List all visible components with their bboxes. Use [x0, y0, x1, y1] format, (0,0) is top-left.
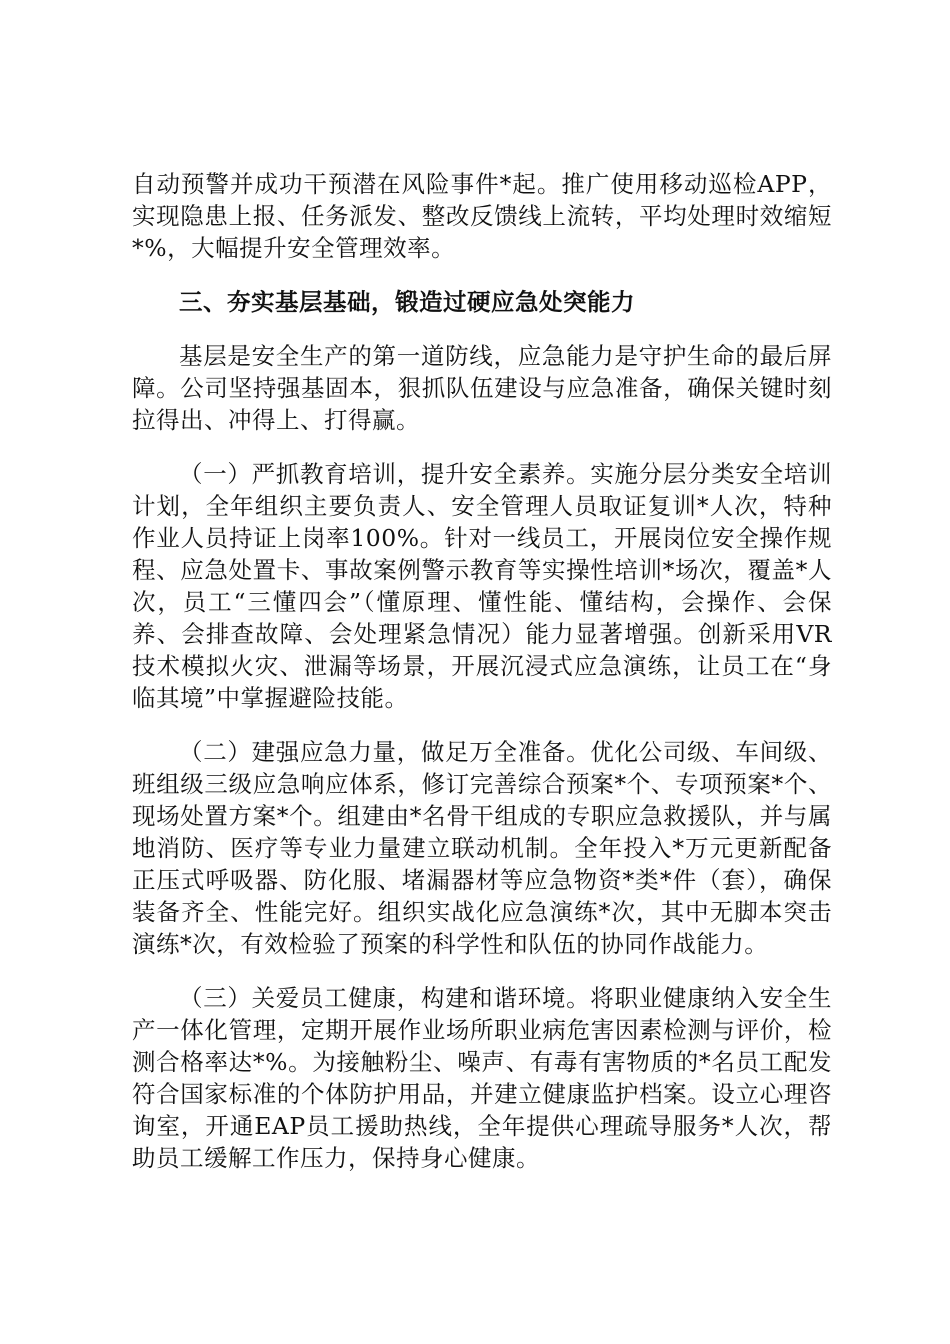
paragraph-training: （一）严抓教育培训，提升安全素养。实施分层分类安全培训计划，全年组织主要负责人、安全管理人员取证复训*人次，特种作业人员持证上岗率100%。针对一线员工，开展岗位安全操作规程、应急处置卡、事故案例警示教育等实操性培训*场次，覆盖*人次，员工“三懂四会”（懂原理、懂性能、懂结构，会操作、会保养、会排查故障、会处理紧急情况）能力显著增强。创新采用VR技术模拟火灾、泄漏等场景，开展沉浸式应急演练，让员工在“身临其境”中掌握避险技能。 — [132, 460, 832, 712]
paragraph-health: （三）关爱员工健康，构建和谐环境。将职业健康纳入安全生产一体化管理，定期开展作业场所职业病危害因素检测与评价，检测合格率达*%。为接触粉尘、噪声、有毒有害物质的*名员工配发符合国家标准的个体防护用品，并建立健康监护档案。设立心理咨询室，开通EAP员工援助热线，全年提供心理疏导服务*人次，帮助员工缓解工作压力，保持身心健康。 — [132, 984, 832, 1172]
paragraph-intro: 基层是安全生产的第一道防线，应急能力是守护生命的最后屏障。公司坚持强基固本，狠抓队伍建设与应急准备，确保关键时刻拉得出、冲得上、打得赢。 — [132, 342, 832, 434]
section-heading: 三、夯实基层基础，锻造过硬应急处突能力 — [179, 288, 635, 316]
document-page — [132, 168, 832, 1196]
paragraph-continuation: 自动预警并成功干预潜在风险事件*起。推广使用移动巡检APP，实现隐患上报、任务派发、整改反馈线上流转，平均处理时效缩短*%，大幅提升安全管理效率。 — [132, 170, 832, 262]
paragraph-emergency: （二）建强应急力量，做足万全准备。优化公司级、车间级、班组级三级应急响应体系，修订完善综合预案*个、专项预案*个、现场处置方案*个。组建由*名骨干组成的专职应急救援队，并与属地消防、医疗等专业力量建立联动机制。全年投入*万元更新配备正压式呼吸器、防化服、堵漏器材等应急物资*类*件（套），确保装备齐全、性能完好。组织实战化应急演练*次，其中无脚本突击演练*次，有效检验了预案的科学性和队伍的协同作战能力。 — [132, 738, 832, 958]
